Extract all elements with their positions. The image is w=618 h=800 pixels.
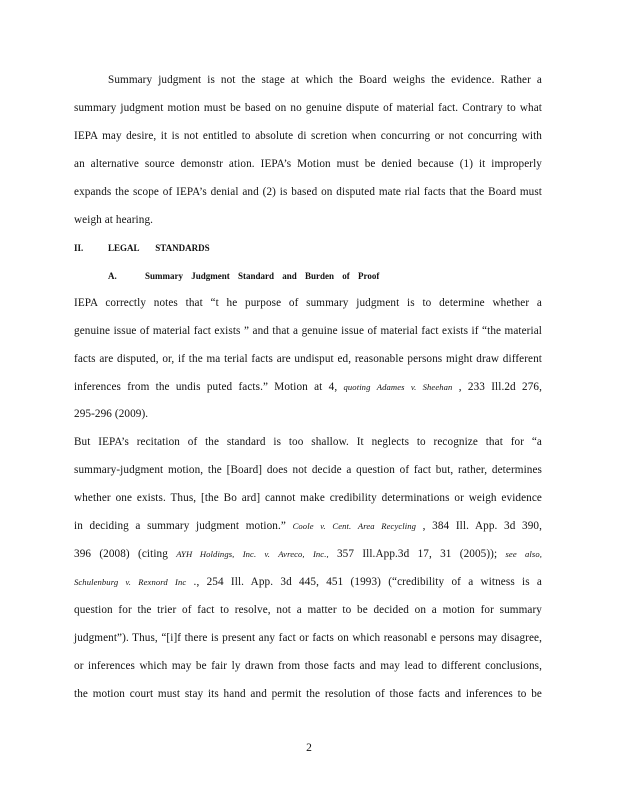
section-number: II.: [74, 243, 84, 253]
case-name-part: v.: [264, 549, 271, 559]
para3-line9: or inferences which may be fair ly drawn from those facts and may lead to different conclusions,: [74, 660, 542, 672]
citation-reporter: , 384 Ill. App. 3d 390,: [422, 520, 542, 532]
para3-line10: the motion court must stay its hand and permit the resolution of those facts and inferences to be: [74, 688, 542, 700]
case-name-part: v.: [320, 521, 326, 531]
para3-line4-text: in deciding a summary judgment motion.”: [74, 520, 286, 532]
case-name-part: AYH Holdings,: [176, 549, 235, 559]
case-name-part: Coole: [292, 521, 314, 531]
para3-line1: But IEPA’s recitation of the standard is too shallow. It neglects to recognize that for “a: [74, 436, 542, 448]
para1-line6: weigh at hearing.: [74, 214, 154, 226]
citation-reporter: , 233 Ill.2d 276,: [458, 381, 542, 393]
para2-line1: IEPA correctly notes that “t he purpose of summary judgment is to determine whether a: [74, 297, 542, 309]
case-name-part: Inc.: [242, 549, 257, 559]
case-name-part: v.: [125, 577, 132, 587]
para2-line4-text: inferences from the undis puted facts.” Motion at 4,: [74, 381, 338, 393]
para2-line2: genuine issue of material fact exists ” and that a genuine issue of material fact exists if “the material: [74, 325, 542, 337]
para3-line6-text: ., 254 Ill. App. 3d 445, 451 (1993) (“credibility of a witness is a: [193, 576, 542, 588]
para2-line4: [74, 380, 542, 394]
case-name-part: Inc: [175, 577, 187, 587]
case-name-part: Sheehan: [422, 382, 453, 392]
page-number: 2: [306, 742, 312, 754]
para3-line6: [74, 575, 542, 589]
para3-line3: whether one exists. Thus, [the Bo ard] cannot make credibility determinations or weigh evidence: [74, 492, 542, 504]
para3-line2: summary-judgment motion, the [Board] does not decide a question of fact but, rather, determines: [74, 464, 542, 476]
case-name-part: v.: [410, 382, 417, 392]
para3-line7: question for the trier of fact to resolve, not a matter to be decided on a motion for summary: [74, 604, 542, 616]
case-name-part: Inc.,: [312, 549, 329, 559]
subsection-title: Summary Judgment Standard and Burden of Proof: [145, 271, 380, 281]
para3-line5: [74, 547, 542, 561]
citation-signal: see: [505, 549, 517, 559]
para3-line5-text: 396 (2008) (citing: [74, 548, 168, 560]
para3-line4: [74, 519, 542, 533]
case-name-part: Schulenburg: [74, 577, 119, 587]
para1-line4: an alternative source demonstr ation. IEPA’s Motion must be denied because (1) it improperly: [74, 158, 542, 170]
para1-line5: expands the scope of IEPA’s denial and (2) is based on disputed mate rial facts that the Board must: [74, 186, 542, 198]
citation-signal: quoting: [343, 382, 371, 392]
citation-signal: also,: [525, 549, 543, 559]
case-name-part: Avreco,: [278, 549, 305, 559]
case-name-part: Adames: [376, 382, 405, 392]
case-name-part: Cent.: [332, 521, 352, 531]
para1-line3: IEPA may desire, it is not entitled to absolute di scretion when concurring or not concurring with: [74, 130, 542, 142]
para1-line1: Summary judgment is not the stage at which the Board weighs the evidence. Rather a: [108, 74, 542, 86]
para2-line3: facts are disputed, or, if the ma terial facts are undisput ed, reasonable persons might draw different: [74, 353, 542, 365]
case-name-part: Recycling: [381, 521, 417, 531]
citation-reporter: 357 Ill.App.3d 17, 31 (2005));: [336, 548, 498, 560]
para2-line5: 295-296 (2009).: [74, 408, 149, 420]
subsection-letter: A.: [108, 271, 117, 281]
case-name-part: Rexnord: [138, 577, 168, 587]
section-title: LEGAL STANDARDS: [108, 243, 210, 253]
para1-line2: summary judgment motion must be based on no genuine dispute of material fact. Contrary to what: [74, 102, 542, 114]
para3-line8: judgment”). Thus, “[i]f there is present any fact or facts on which reasonabl e persons may disagree,: [74, 632, 542, 644]
case-name-part: Area: [357, 521, 375, 531]
